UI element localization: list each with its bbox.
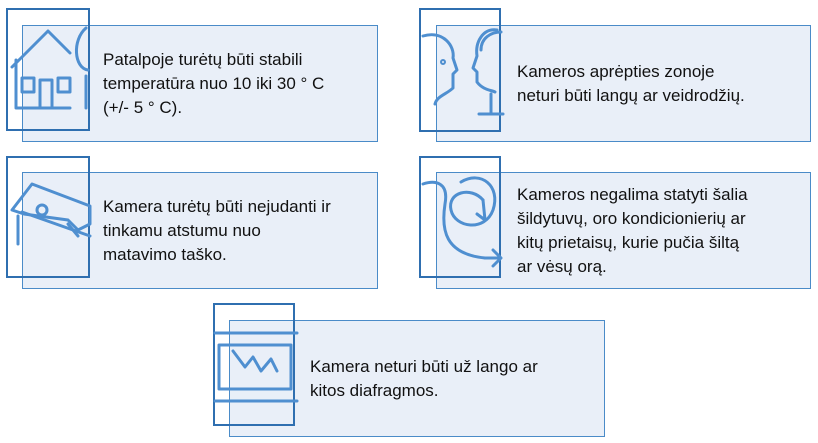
faces-mirror-icon [419, 8, 501, 132]
airflow-icon [419, 156, 501, 278]
camera-icon [6, 156, 90, 278]
tip-text: Kameros negalima statyti šalia šildytuvų, oro kondicionierių ar kitų prietaisų, kurie pučia šiltą ar vėsų orą. [517, 184, 748, 276]
tip-text: Kamera turėtų būti nejudanti ir tinkamu atstumu nuo matavimo taško. [103, 196, 331, 264]
tip-text: Kameros aprėpties zonoje neturi būti langų ar veidrodžių. [517, 61, 745, 105]
tip-text: Patalpoje turėtų būti stabili temperatūra nuo 10 iki 30 ° C (+/- 5 ° C). [103, 49, 325, 117]
window-icon [213, 303, 295, 426]
tip-text: Kamera neturi būti už lango ar kitos diafragmos. [310, 356, 538, 400]
house-icon [6, 8, 90, 131]
